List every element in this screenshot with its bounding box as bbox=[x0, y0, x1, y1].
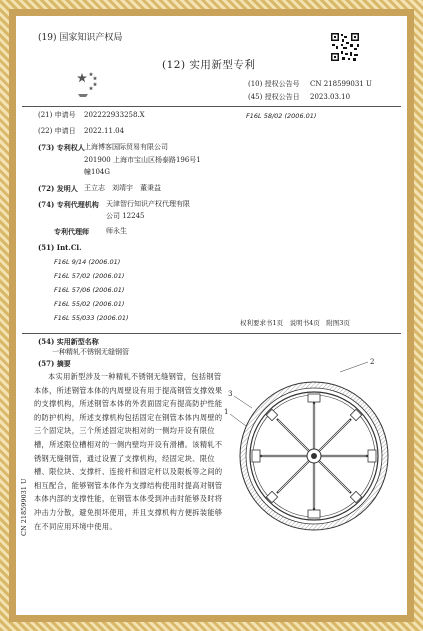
pipe-cross-section-drawing bbox=[224, 356, 398, 546]
inventors: 王立志 刘靖宇 董秉益 bbox=[84, 184, 161, 192]
owner-label: (73) 专利权人 bbox=[38, 143, 85, 152]
grant-number-label: (10) 授权公告号 bbox=[248, 80, 300, 88]
intcl-label: (51) Int.Cl. bbox=[38, 243, 82, 252]
ipc-item: F16L 57/06 (2006.01) bbox=[54, 286, 125, 294]
grant-date: 2023.03.10 bbox=[310, 93, 351, 101]
utility-title-label: (54) 实用新型名称 bbox=[38, 337, 99, 346]
grant-date-label: (45) 授权公告日 bbox=[248, 93, 300, 101]
pages-note: 权利要求书1页 说明书4页 附图3页 bbox=[240, 319, 350, 327]
patent-page bbox=[16, 16, 407, 615]
office-name: (19) 国家知识产权局 bbox=[38, 33, 123, 43]
agency: 天津智行知识产权代理有限 bbox=[106, 200, 190, 208]
ipc-item: F16L 55/033 (2006.01) bbox=[54, 314, 129, 322]
utility-title: 一种精轧不锈钢无缝钢管 bbox=[52, 348, 129, 356]
ipc-item: F16L 57/02 (2006.01) bbox=[54, 272, 125, 280]
document-type: (12) 实用新型专利 bbox=[162, 59, 256, 71]
drawing-label-3: 3 bbox=[228, 390, 233, 398]
header-divider bbox=[22, 106, 401, 107]
ipc-main: F16L 58/02 (2006.01) bbox=[246, 112, 317, 120]
agent: 师永生 bbox=[106, 227, 127, 235]
qr-code-icon bbox=[330, 32, 360, 62]
agent-label: 专利代理师 bbox=[54, 227, 89, 236]
owner-address-2: 幢104G bbox=[84, 168, 110, 176]
ipc-item: F16L 9/14 (2006.01) bbox=[54, 258, 121, 266]
drawing-label-2: 2 bbox=[370, 358, 375, 366]
owner: 上海博客国际贸易有限公司 bbox=[84, 143, 168, 151]
application-date-label: (22) 申请日 bbox=[38, 127, 76, 135]
abstract-text: 本实用新型涉及一种精轧不锈钢无缝钢管，包括钢管本体，所述钢管本体的内周壁设有用于提高钢管支撑效果的支撑机构，所述钢管本体的外表面固定有提高防护性能的防护机构，所述支撑机构包括固定在钢管本体内周壁的三个固定块，三个所述固定块相对的一侧均开设有限位槽，所述限位槽相对的一侧内壁均开设有滑槽。该精轧不锈钢无缝钢管，通过设置了支撑机构，经固定块、限位槽、限位块、支撑杆、连接杆和固定杆以及限板等之间的相互配合，能够钢管本体作为支撑结构使用时提高对钢管本体内部的支撑性能，在钢管本体受到冲击时能够及时将冲击力分散，避免损坏使用，并且支撑机构方便拆装能够在不同应用环境中使用。 bbox=[34, 372, 223, 531]
agency-code: 公司 12245 bbox=[106, 212, 145, 220]
national-emblem-icon bbox=[76, 70, 114, 98]
application-number: 202222933258.X bbox=[84, 111, 145, 119]
inventor-label: (72) 发明人 bbox=[38, 184, 78, 193]
side-publication-number: CN 218599031 U bbox=[20, 478, 28, 536]
ipc-item: F16L 55/02 (2006.01) bbox=[54, 300, 125, 308]
application-number-label: (21) 申请号 bbox=[38, 111, 76, 119]
agency-label: (74) 专利代理机构 bbox=[38, 200, 99, 209]
abstract-label: (57) 摘要 bbox=[38, 359, 71, 368]
grant-number: CN 218599031 U bbox=[310, 80, 372, 88]
owner-address-1: 201900 上海市宝山区杨泰路196号1 bbox=[84, 156, 201, 164]
drawing-label-1: 1 bbox=[224, 408, 229, 416]
application-date: 2022.11.04 bbox=[84, 127, 125, 135]
biblio-divider bbox=[22, 333, 401, 334]
